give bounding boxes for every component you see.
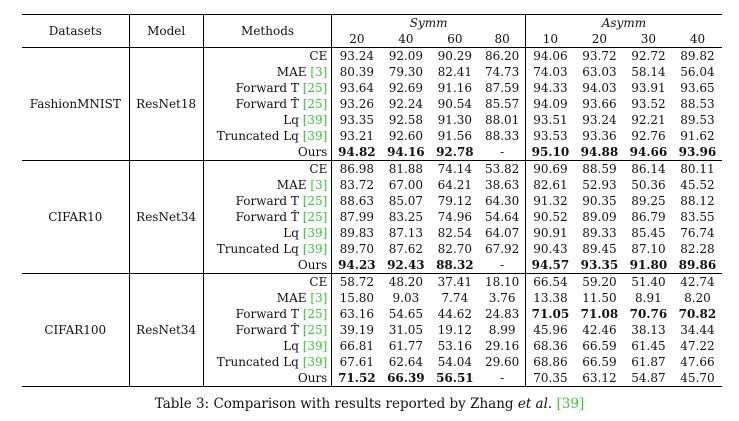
value-cell: 93.24	[339, 49, 375, 63]
value-cell: 88.59	[582, 162, 617, 176]
method-cell	[203, 306, 332, 322]
value-cell: 90.54	[437, 97, 473, 111]
value-cell: 31.05	[388, 323, 424, 337]
value-cell: 93.35	[580, 258, 619, 272]
method-name: Forward T̂	[235, 323, 299, 337]
method-name: MAE	[276, 178, 307, 192]
method-name: MAE	[276, 291, 307, 305]
value-cell: 93.21	[339, 129, 375, 143]
value-cell: 45.96	[533, 323, 568, 337]
value-cell: 63.03	[582, 65, 617, 79]
citation-link[interactable]: [39]	[302, 226, 328, 240]
value-cell: 76.74	[680, 226, 715, 240]
method-cell	[203, 161, 332, 178]
method-cell	[203, 128, 332, 144]
method-cell	[203, 370, 332, 387]
table-row	[22, 48, 722, 65]
value-cell: 80.11	[680, 162, 715, 176]
model-cell: ResNet34	[129, 274, 203, 387]
value-cell: 56.51	[436, 371, 474, 385]
value-cell: 68.36	[533, 339, 568, 353]
value-cell: 94.23	[338, 258, 376, 272]
method-cell	[203, 257, 332, 274]
method-cell	[203, 225, 332, 241]
value-cell: 74.73	[479, 64, 525, 80]
value-cell: 7.74	[441, 291, 469, 305]
method-name: Lq	[283, 226, 299, 240]
value-cell: 9.03	[392, 291, 420, 305]
value-cell: 94.03	[582, 81, 617, 95]
citation-link[interactable]: [39]	[302, 242, 328, 256]
value-cell: 87.99	[339, 210, 375, 224]
value-cell: 34.44	[680, 323, 715, 337]
value-cell: 45.52	[680, 178, 715, 192]
method-cell	[203, 96, 332, 112]
method-cell	[203, 322, 332, 338]
model-cell: ResNet18	[129, 48, 203, 161]
value-cell: 82.41	[437, 65, 473, 79]
value-cell: 42.74	[680, 275, 715, 289]
value-cell: 95.10	[531, 145, 570, 159]
header-asymm-rate: 30	[640, 32, 657, 46]
value-cell: 66.54	[533, 275, 568, 289]
header-symm: Symm	[332, 15, 526, 32]
value-cell: 15.80	[339, 291, 375, 305]
value-cell: 90.91	[533, 226, 568, 240]
value-cell: 92.60	[388, 129, 424, 143]
value-cell: 74.96	[437, 210, 473, 224]
value-cell: 51.40	[631, 275, 666, 289]
method-cell	[203, 80, 332, 96]
results-table-container	[22, 14, 722, 387]
citation-link[interactable]: [25]	[302, 97, 328, 111]
value-cell: 85.57	[479, 96, 525, 112]
value-cell: 68.86	[533, 355, 568, 369]
value-cell: 58.72	[339, 275, 375, 289]
value-cell: 37.41	[437, 275, 473, 289]
dataset-cell: CIFAR100	[22, 274, 129, 387]
value-cell: 93.66	[582, 97, 617, 111]
value-cell: 89.25	[631, 194, 666, 208]
method-name: CE	[309, 162, 328, 176]
value-cell: 56.04	[680, 65, 715, 79]
caption-prefix: Table 3: Comparison with results reported by Zhang	[154, 396, 518, 412]
value-cell: 63.12	[582, 371, 617, 385]
value-cell: 92.69	[388, 81, 424, 95]
value-cell: 91.56	[437, 129, 473, 143]
value-cell: 82.28	[680, 242, 715, 256]
value-cell: 11.50	[582, 291, 617, 305]
citation-link[interactable]: [3]	[310, 178, 328, 192]
value-cell: 82.61	[533, 178, 568, 192]
value-cell: 94.88	[580, 145, 619, 159]
results-table	[22, 14, 722, 387]
value-cell: 38.13	[631, 323, 666, 337]
value-cell: 53.16	[437, 339, 473, 353]
value-cell: 93.65	[680, 81, 715, 95]
value-cell: 24.83	[479, 306, 525, 322]
value-cell: 89.86	[678, 258, 717, 272]
value-cell: 92.09	[388, 49, 424, 63]
value-cell: 79.30	[388, 65, 424, 79]
value-cell: 29.60	[479, 354, 525, 370]
value-cell: 67.00	[388, 178, 424, 192]
value-cell: 93.96	[678, 145, 717, 159]
value-cell: 82.70	[437, 242, 473, 256]
method-name: Truncated Lq	[216, 355, 299, 369]
value-cell: 86.98	[339, 162, 375, 176]
value-cell: -	[479, 144, 525, 161]
value-cell: 70.35	[533, 371, 568, 385]
header-model: Model	[129, 15, 203, 48]
caption-dot: .	[547, 396, 557, 412]
value-cell: 74.03	[533, 65, 568, 79]
value-cell: 93.52	[631, 97, 666, 111]
value-cell: 92.78	[436, 145, 474, 159]
value-cell: 8.20	[684, 291, 711, 305]
value-cell: 94.09	[533, 97, 568, 111]
citation-link[interactable]: [25]	[302, 323, 328, 337]
value-cell: 86.79	[631, 210, 666, 224]
citation-link[interactable]: [25]	[302, 210, 328, 224]
caption-ref-link[interactable]: [39]	[556, 396, 585, 412]
value-cell: 61.45	[631, 339, 666, 353]
value-cell: 44.62	[437, 307, 473, 321]
method-name: Forward T̂	[235, 97, 299, 111]
header-datasets: Datasets	[22, 15, 129, 48]
value-cell: 89.53	[680, 113, 715, 127]
value-cell: 93.36	[582, 129, 617, 143]
value-cell: 67.92	[479, 241, 525, 257]
value-cell: 86.14	[631, 162, 666, 176]
value-cell: 89.09	[582, 210, 617, 224]
value-cell: 93.53	[533, 129, 568, 143]
value-cell: 52.93	[582, 178, 617, 192]
method-cell	[203, 112, 332, 128]
value-cell: 93.51	[533, 113, 568, 127]
value-cell: 47.66	[680, 355, 715, 369]
method-cell	[203, 241, 332, 257]
value-cell: 91.16	[437, 81, 473, 95]
value-cell: 66.59	[582, 355, 617, 369]
value-cell: 87.62	[388, 242, 424, 256]
header-symm-rate: 20	[349, 32, 365, 46]
value-cell: 38.63	[479, 177, 525, 193]
value-cell: 83.72	[339, 178, 375, 192]
method-name: Forward T̂	[235, 210, 299, 224]
value-cell: 70.76	[629, 307, 668, 321]
value-cell: 89.45	[582, 242, 617, 256]
value-cell: 64.30	[479, 193, 525, 209]
method-name: Ours	[297, 145, 328, 159]
value-cell: 54.64	[479, 209, 525, 225]
value-cell: 82.54	[437, 226, 473, 240]
method-name: Lq	[283, 339, 299, 353]
value-cell: 89.70	[339, 242, 375, 256]
table-row	[22, 161, 722, 178]
citation-link[interactable]: [39]	[302, 113, 328, 127]
value-cell: 90.43	[533, 242, 568, 256]
value-cell: 92.76	[631, 129, 666, 143]
value-cell: 47.22	[680, 339, 715, 353]
method-cell	[203, 354, 332, 370]
value-cell: 88.63	[339, 194, 375, 208]
method-name: Truncated Lq	[216, 242, 299, 256]
method-name: Forward T	[235, 194, 299, 208]
method-name: Forward T	[235, 307, 299, 321]
header-asymm: Asymm	[601, 16, 647, 30]
value-cell: 64.07	[479, 225, 525, 241]
value-cell: 50.36	[631, 178, 666, 192]
dataset-cell: FashionMNIST	[22, 48, 129, 161]
value-cell: 91.32	[533, 194, 568, 208]
value-cell: 94.06	[533, 49, 568, 63]
table-row	[22, 274, 722, 291]
value-cell: 93.24	[582, 113, 617, 127]
value-cell: 89.83	[339, 226, 375, 240]
method-name: MAE	[276, 65, 307, 79]
value-cell: 81.88	[388, 162, 424, 176]
value-cell: 90.29	[437, 49, 473, 63]
value-cell: 13.38	[533, 291, 568, 305]
value-cell: 85.45	[631, 226, 666, 240]
citation-link[interactable]: [25]	[302, 307, 328, 321]
value-cell: 53.82	[479, 161, 525, 178]
value-cell: 42.46	[582, 323, 617, 337]
value-cell: 85.07	[388, 194, 424, 208]
value-cell: -	[479, 257, 525, 274]
value-cell: 54.65	[388, 307, 424, 321]
header-asymm-rate: 40	[689, 32, 706, 46]
value-cell: 93.35	[339, 113, 375, 127]
header-methods: Methods	[203, 15, 332, 48]
value-cell: 67.61	[339, 355, 375, 369]
value-cell: 19.12	[437, 323, 473, 337]
value-cell: 94.16	[387, 145, 425, 159]
method-cell	[203, 144, 332, 161]
method-name: CE	[309, 275, 328, 289]
method-name: CE	[309, 49, 328, 63]
citation-link[interactable]: [3]	[310, 65, 328, 79]
value-cell: 92.24	[388, 97, 424, 111]
method-cell	[203, 193, 332, 209]
value-cell: 8.99	[479, 322, 525, 338]
value-cell: 90.69	[533, 162, 568, 176]
value-cell: 88.53	[680, 97, 715, 111]
caption-etal: et al	[517, 396, 548, 412]
value-cell: 3.76	[479, 290, 525, 306]
dataset-cell: CIFAR10	[22, 161, 129, 274]
value-cell: 91.80	[629, 258, 668, 272]
value-cell: 91.62	[680, 129, 715, 143]
value-cell: 29.16	[479, 338, 525, 354]
citation-link[interactable]: [25]	[302, 194, 328, 208]
citation-link[interactable]: [39]	[302, 339, 328, 353]
header-asymm-rate: 10	[542, 32, 559, 46]
value-cell: 80.39	[339, 65, 375, 79]
value-cell: 93.91	[631, 81, 666, 95]
value-cell: 66.39	[387, 371, 425, 385]
value-cell: 90.52	[533, 210, 568, 224]
method-name: Ours	[297, 371, 328, 385]
method-name: Lq	[283, 113, 299, 127]
value-cell: 92.58	[388, 113, 424, 127]
value-cell: 61.77	[388, 339, 424, 353]
value-cell: 48.20	[388, 275, 424, 289]
value-cell: 92.43	[387, 258, 425, 272]
value-cell: 66.81	[339, 339, 375, 353]
value-cell: 58.14	[631, 65, 666, 79]
value-cell: 39.19	[339, 323, 375, 337]
value-cell: 64.21	[437, 178, 473, 192]
value-cell: 93.64	[339, 81, 375, 95]
model-cell: ResNet34	[129, 161, 203, 274]
method-name: Ours	[297, 258, 328, 272]
value-cell: 90.35	[582, 194, 617, 208]
value-cell: 94.66	[629, 145, 668, 159]
value-cell: 63.16	[339, 307, 375, 321]
method-cell	[203, 48, 332, 65]
value-cell: 54.04	[437, 355, 473, 369]
header-symm-rate: 80	[479, 31, 525, 48]
value-cell: 88.32	[436, 258, 474, 272]
value-cell: 93.72	[582, 49, 617, 63]
method-cell	[203, 177, 332, 193]
value-cell: 83.55	[680, 210, 715, 224]
value-cell: 74.14	[437, 162, 473, 176]
citation-link[interactable]: [39]	[302, 355, 328, 369]
value-cell: 79.12	[437, 194, 473, 208]
value-cell: 66.59	[582, 339, 617, 353]
value-cell: 89.82	[680, 49, 715, 63]
value-cell: 8.91	[635, 291, 662, 305]
header-asymm-rate: 20	[591, 32, 608, 46]
value-cell: 62.64	[388, 355, 424, 369]
value-cell: 93.26	[339, 97, 375, 111]
method-cell	[203, 64, 332, 80]
value-cell: 71.52	[338, 371, 376, 385]
header-symm-rate: 60	[447, 32, 463, 46]
method-name: Forward T	[235, 81, 299, 95]
value-cell: 59.20	[582, 275, 617, 289]
value-cell: 88.12	[680, 194, 715, 208]
value-cell: 83.25	[388, 210, 424, 224]
value-cell: 87.13	[388, 226, 424, 240]
value-cell: 54.87	[631, 371, 666, 385]
value-cell: -	[479, 370, 525, 387]
value-cell: 91.30	[437, 113, 473, 127]
value-cell: 70.82	[678, 307, 717, 321]
value-cell: 94.57	[531, 258, 570, 272]
citation-link[interactable]: [39]	[302, 129, 328, 143]
method-cell	[203, 209, 332, 225]
header-symm-rate: 40	[398, 32, 414, 46]
value-cell: 18.10	[479, 274, 525, 291]
value-cell: 94.33	[533, 81, 568, 95]
value-cell: 61.87	[631, 355, 666, 369]
value-cell: 71.08	[580, 307, 619, 321]
citation-link[interactable]: [25]	[302, 81, 328, 95]
value-cell: 71.05	[531, 307, 570, 321]
value-cell: 89.33	[582, 226, 617, 240]
value-cell: 87.10	[631, 242, 666, 256]
method-name: Truncated Lq	[216, 129, 299, 143]
citation-link[interactable]: [3]	[310, 291, 328, 305]
value-cell: 45.70	[680, 371, 715, 385]
value-cell: 94.82	[338, 145, 376, 159]
method-cell	[203, 274, 332, 291]
value-cell: 86.20	[479, 48, 525, 65]
value-cell: 92.72	[631, 49, 666, 63]
value-cell: 92.21	[631, 113, 666, 127]
value-cell: 87.59	[479, 80, 525, 96]
value-cell: 88.01	[479, 112, 525, 128]
value-cell: 88.33	[479, 128, 525, 144]
method-cell	[203, 290, 332, 306]
table-caption	[0, 396, 739, 412]
method-cell	[203, 338, 332, 354]
